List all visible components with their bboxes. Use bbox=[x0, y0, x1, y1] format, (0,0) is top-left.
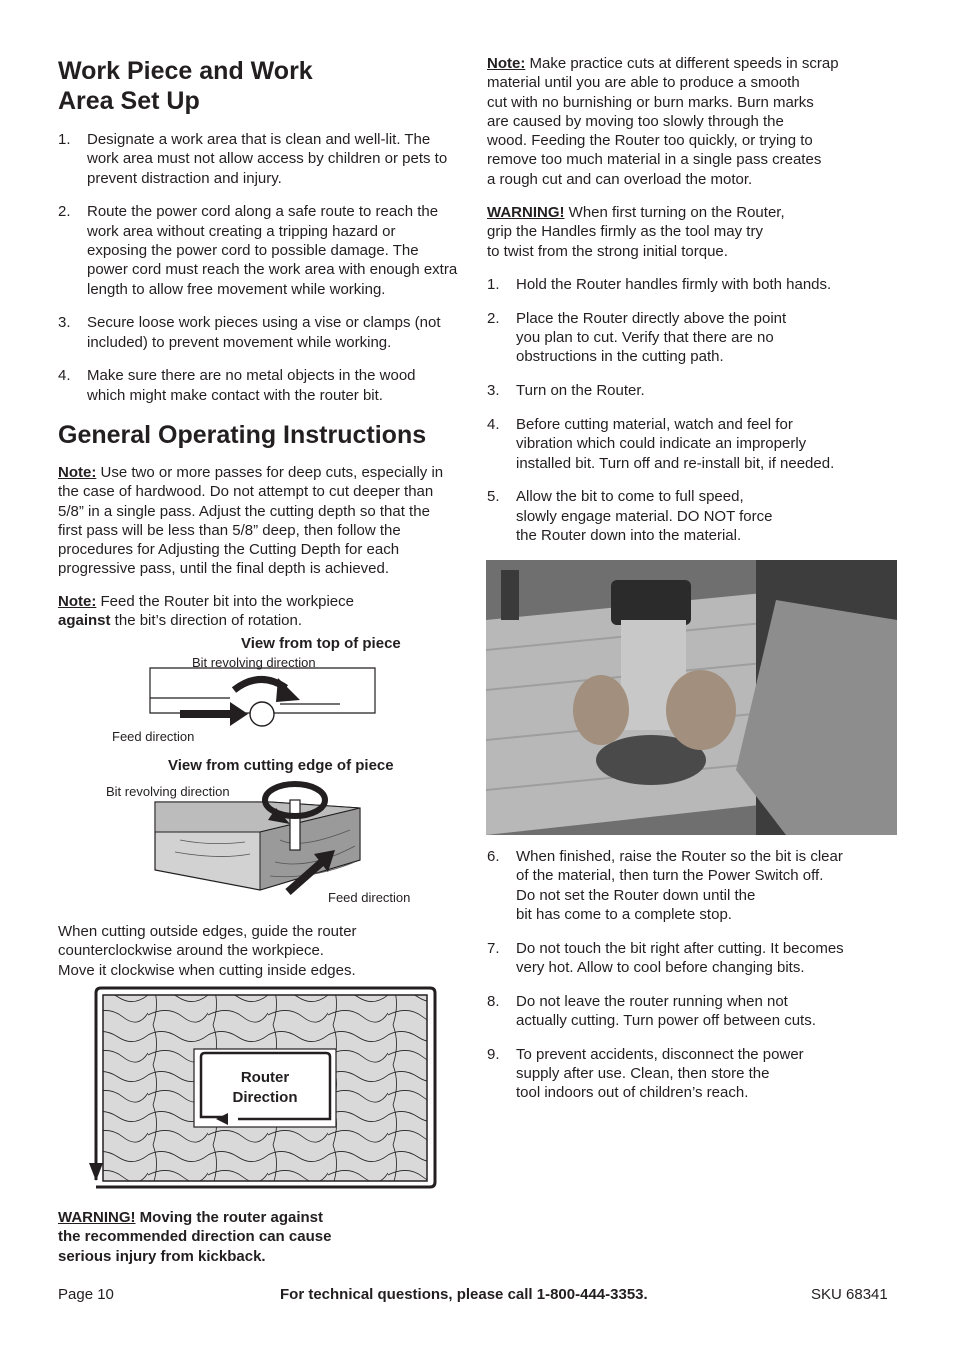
list-item bbox=[58, 313, 458, 352]
diagram-top-bit-label: Bit revolving direction bbox=[192, 655, 316, 670]
list-item-line: supply after use. Clean, then store the bbox=[516, 1065, 770, 1083]
list-item-line: obstructions in the cutting path. bbox=[516, 348, 724, 366]
list-item-line: vibration which could indicate an improperly bbox=[516, 435, 807, 453]
note-label: Note: bbox=[58, 593, 97, 610]
outside-edges-text bbox=[58, 922, 458, 980]
label: WARNING! bbox=[487, 204, 565, 221]
diagram-top-title: View from top of piece bbox=[241, 635, 401, 652]
list-item-number: 3. bbox=[58, 314, 71, 332]
label: Note: bbox=[487, 55, 526, 72]
note-deep-cuts bbox=[58, 463, 458, 579]
work-area-list bbox=[58, 130, 458, 420]
text-line: material until you are able to produce a smooth bbox=[487, 74, 800, 92]
list-item bbox=[487, 939, 897, 978]
router-direction-label-1: Router bbox=[240, 1069, 290, 1086]
note-feed-bold: against bbox=[58, 612, 111, 630]
sku: SKU 68341 bbox=[811, 1286, 888, 1303]
outside-text-line: Move it clockwise when cutting inside edges. bbox=[58, 961, 356, 979]
list-item-line: Do not touch the bit right after cutting. It becomes bbox=[516, 939, 844, 957]
list-item-line: tool indoors out of children’s reach. bbox=[516, 1084, 749, 1102]
list-item-number: 5. bbox=[487, 488, 500, 506]
list-item-number: 8. bbox=[487, 992, 500, 1010]
list-item-line: bit has come to a complete stop. bbox=[516, 905, 732, 923]
list-item-line: actually cutting. Turn power off between cuts. bbox=[516, 1012, 816, 1030]
heading-general-operating: General Operating Instructions bbox=[58, 421, 427, 449]
list-item-number: 4. bbox=[487, 415, 500, 433]
list-item-number: 3. bbox=[487, 382, 500, 400]
technical-questions: For technical questions, please call 1-800-444-3353. bbox=[280, 1286, 648, 1303]
list-item-line: Turn on the Router. bbox=[516, 382, 645, 400]
operating-steps-1 bbox=[487, 275, 897, 560]
note-feed-text: Feed the Router bit into the workpiece bbox=[96, 593, 354, 610]
list-item bbox=[487, 309, 897, 367]
list-item bbox=[487, 275, 897, 294]
text-line: remove too much material in a single pass creates bbox=[487, 151, 822, 169]
edge-view-diagram bbox=[150, 780, 370, 900]
list-item-line: very hot. Allow to cool before changing bits. bbox=[516, 958, 805, 976]
text-line: to twist from the strong initial torque. bbox=[487, 242, 728, 260]
warning-line: the recommended direction can cause bbox=[58, 1228, 332, 1246]
list-item bbox=[58, 366, 458, 405]
warning-torque bbox=[487, 203, 897, 261]
bit-circle bbox=[250, 702, 274, 726]
diagram-edge-bit-label: Bit revolving direction bbox=[106, 784, 230, 799]
text-line: grip the Handles firmly as the tool may try bbox=[487, 223, 763, 241]
list-item-line: Do not set the Router down until the bbox=[516, 886, 756, 904]
diagram-edge-feed-label: Feed direction bbox=[328, 890, 411, 905]
list-item-line: When finished, raise the Router so the bit is clear bbox=[516, 848, 843, 865]
list-item-number: 1. bbox=[58, 131, 71, 148]
list-item bbox=[58, 130, 458, 188]
list-item bbox=[487, 847, 897, 924]
operating-steps-2 bbox=[487, 847, 897, 1117]
list-item-number: 9. bbox=[487, 1045, 500, 1063]
outside-text-line: counterclockwise around the workpiece. bbox=[58, 942, 324, 960]
text-line: Make practice cuts at different speeds in scrap bbox=[525, 55, 839, 72]
router-photo bbox=[486, 560, 897, 835]
list-item-line: Place the Router directly above the point bbox=[516, 309, 787, 327]
list-item-line: you plan to cut. Verify that there are no bbox=[516, 329, 774, 347]
list-item-line: To prevent accidents, disconnect the power bbox=[516, 1045, 804, 1063]
note-label: Note: bbox=[58, 464, 97, 481]
list-item-text: Route the power cord along a safe route to reach the work area without creating a tripping hazard or exposing the power cord to possible damage. The power cord must reach the work area with enough extra length to allow free movement while working. bbox=[87, 203, 458, 298]
note-deep-cuts-text: Use two or more passes for deep cuts, especially in the case of hardwood. Do not attempt to cut deeper than 5/8” in a single pass. Adjust the cutting depth so that the first pass will be less than 5/8” deep, then follow the procedures for Adjusting the Cutting Depth for each progressive pass, until the final depth is achieved. bbox=[58, 464, 444, 578]
page-number: Page 10 bbox=[58, 1286, 114, 1303]
heading-work-area: Work Piece and Work Area Set Up bbox=[58, 57, 313, 115]
list-item bbox=[487, 487, 897, 545]
list-item bbox=[487, 381, 897, 400]
diagram-edge-title: View from cutting edge of piece bbox=[168, 757, 394, 774]
list-item-number: 2. bbox=[58, 203, 71, 221]
note-feed-direction bbox=[58, 592, 458, 631]
text-line: wood. Feeding the Router too quickly, or trying to bbox=[487, 132, 813, 150]
list-item-line: installed bit. Turn off and re-install bit, if needed. bbox=[516, 454, 835, 472]
list-item-line: Allow the bit to come to full speed, bbox=[516, 488, 744, 506]
list-item bbox=[487, 1045, 897, 1103]
warning-line: serious injury from kickback. bbox=[58, 1247, 266, 1265]
list-item-number: 6. bbox=[487, 848, 500, 865]
router-direction-label-2: Direction bbox=[232, 1089, 298, 1106]
list-item-line: the Router down into the material. bbox=[516, 526, 742, 544]
list-item-number: 7. bbox=[487, 939, 500, 957]
warning-label: WARNING! bbox=[58, 1209, 136, 1226]
note-feed-text-b: the bit’s direction of rotation. bbox=[110, 612, 303, 630]
list-item bbox=[487, 415, 897, 473]
note-practice-cuts bbox=[487, 54, 897, 189]
list-item-text: Make sure there are no metal objects in the wood which might make contact with the router bit. bbox=[87, 367, 416, 404]
text-line: cut with no burnishing or burn marks. Burn marks bbox=[487, 93, 814, 111]
list-item-number: 1. bbox=[487, 276, 500, 293]
list-item bbox=[487, 992, 897, 1031]
diagram-top-feed-label: Feed direction bbox=[112, 729, 195, 744]
list-item-line: Hold the Router handles firmly with both hands. bbox=[516, 276, 832, 293]
list-item-line: slowly engage material. DO NOT force bbox=[516, 507, 773, 525]
list-item-text: Designate a work area that is clean and well-lit. The work area must not allow access by children or pets to prevent distraction and injury. bbox=[87, 131, 448, 187]
list-item-number: 4. bbox=[58, 367, 71, 385]
text-line: a rough cut and can overload the motor. bbox=[487, 170, 753, 188]
warning-kickback bbox=[58, 1208, 458, 1266]
outside-text-line: When cutting outside edges, guide the router bbox=[58, 923, 357, 940]
list-item-line: Before cutting material, watch and feel for bbox=[516, 415, 793, 433]
list-item-line: Do not leave the router running when not bbox=[516, 992, 788, 1010]
feed-arrow bbox=[180, 710, 235, 718]
text-line: are caused by moving too slowly through the bbox=[487, 112, 784, 130]
warning-line: Moving the router against bbox=[135, 1209, 324, 1226]
list-item bbox=[58, 202, 458, 298]
list-item-number: 2. bbox=[487, 309, 500, 327]
bit-shank bbox=[290, 800, 300, 850]
text-line: When first turning on the Router, bbox=[564, 204, 785, 221]
list-item-text: Secure loose work pieces using a vise or clamps (not included) to prevent movement while working. bbox=[87, 314, 441, 351]
list-item-line: of the material, then turn the Power Switch off. bbox=[516, 867, 824, 885]
